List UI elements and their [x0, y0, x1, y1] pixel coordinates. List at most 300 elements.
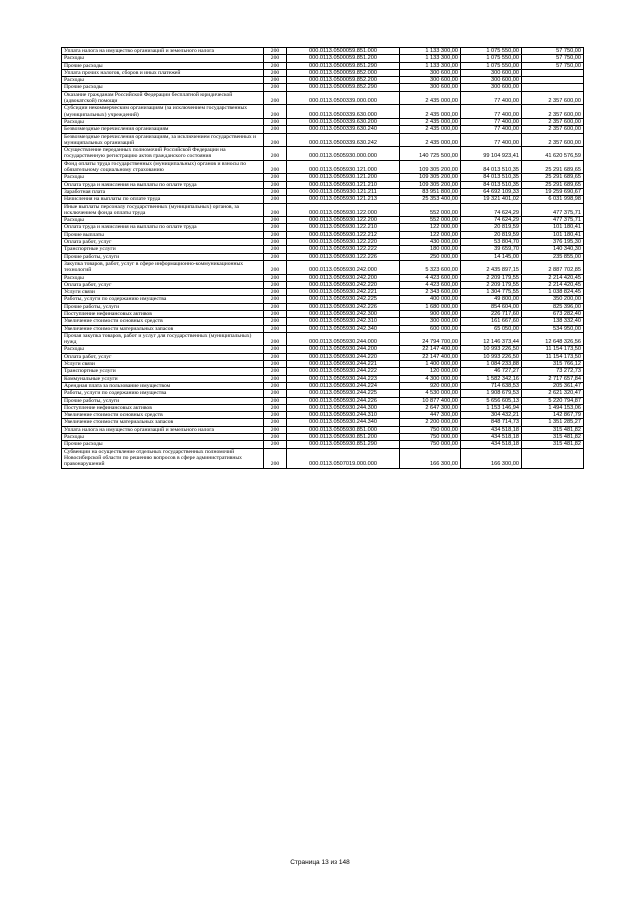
- page-number: Страница 13 из 148: [290, 859, 350, 866]
- row-name: Субсидии некоммерческим организациям (за исключением государственных (муниципальных) учреждений): [62, 105, 264, 119]
- row-code: 200: [264, 91, 287, 105]
- row-executed: 714 638,53: [461, 382, 522, 389]
- row-approved: 83 951 800,00: [400, 188, 461, 195]
- row-approved: 2 647 300,00: [400, 404, 461, 411]
- row-approved: 25 353 400,00: [400, 196, 461, 203]
- row-approved: 300 000,00: [400, 318, 461, 325]
- row-unexecuted: 2 621 320,47: [522, 390, 584, 397]
- row-name: Прочая закупка товаров, работ и услуг для государственных (муниципальных) нужд: [62, 332, 264, 346]
- row-unexecuted: 12 648 326,56: [522, 332, 584, 346]
- row-name: Безвозмездные перечисления организациям: [62, 126, 264, 133]
- row-code: 200: [264, 419, 287, 426]
- row-name: Оплата труда и начисления на выплаты по оплате труда: [62, 181, 264, 188]
- row-code: 200: [264, 375, 287, 382]
- row-unexecuted: 534 950,00: [522, 325, 584, 332]
- table-row: [62, 217, 584, 224]
- row-executed: 1 153 146,94: [461, 404, 522, 411]
- row-unexecuted: 2 887 702,85: [522, 260, 584, 274]
- row-code: 200: [264, 448, 287, 468]
- row-unexecuted: 73 272,73: [522, 368, 584, 375]
- row-unexecuted: 2 357 600,00: [522, 118, 584, 125]
- row-approved: 109 305 200,00: [400, 174, 461, 181]
- row-code: 200: [264, 118, 287, 125]
- row-name: Безвозмездные перечисления организациям, за исключением государственных и муниципальных организаций: [62, 133, 264, 147]
- row-unexecuted: [522, 69, 584, 76]
- row-unexecuted: 315 766,12: [522, 361, 584, 368]
- row-code: 200: [264, 260, 287, 274]
- row-name: Услуги связи: [62, 289, 264, 296]
- row-approved: 300 600,00: [400, 69, 461, 76]
- table-row: [62, 368, 584, 375]
- row-executed: 46 727,27: [461, 368, 522, 375]
- row-name: Закупка товаров, работ, услуг в сфере информационно-коммуникационных технологий: [62, 260, 264, 274]
- row-executed: 77 400,00: [461, 105, 522, 119]
- row-approved: 22 147 400,00: [400, 353, 461, 360]
- row-name: Увеличение стоимости материальных запасов: [62, 419, 264, 426]
- row-code: 200: [264, 188, 287, 195]
- table-row: [62, 133, 584, 147]
- row-name: Коммунальные услуги: [62, 375, 264, 382]
- row-approved: 750 000,00: [400, 434, 461, 441]
- row-name: Субвенции на осуществление отдельных государственных полномочий Новосибирской области по решению вопросов в сфере административных правонарушений: [62, 448, 264, 468]
- row-name: Иные выплаты персоналу государственных (муниципальных) органов, за исключением фонда оплаты труда: [62, 203, 264, 217]
- row-unexecuted: 477 375,71: [522, 217, 584, 224]
- row-kbk: 000.0113.0505930.242.310: [287, 318, 400, 325]
- row-approved: 24 794 700,00: [400, 332, 461, 346]
- row-unexecuted: 2 357 600,00: [522, 105, 584, 119]
- row-code: 200: [264, 246, 287, 253]
- row-name: Увеличение стоимости основных средств: [62, 318, 264, 325]
- row-approved: 109 305 200,00: [400, 160, 461, 174]
- row-approved: 1 680 000,00: [400, 303, 461, 310]
- row-executed: 300 600,00: [461, 84, 522, 91]
- row-name: Прочие работы, услуги: [62, 397, 264, 404]
- row-approved: 122 000,00: [400, 224, 461, 231]
- row-executed: 74 624,29: [461, 203, 522, 217]
- row-approved: 900 000,00: [400, 310, 461, 317]
- row-approved: 120 000,00: [400, 368, 461, 375]
- row-approved: 1 133 300,00: [400, 48, 461, 55]
- table-row: [62, 318, 584, 325]
- table-row: [62, 160, 584, 174]
- row-unexecuted: 315 481,82: [522, 426, 584, 433]
- row-unexecuted: 57 750,00: [522, 48, 584, 55]
- table-body: [62, 48, 584, 469]
- row-kbk: 000.0113.0500059.852.200: [287, 77, 400, 84]
- row-code: 200: [264, 296, 287, 303]
- row-approved: 750 000,00: [400, 441, 461, 448]
- row-code: 200: [264, 412, 287, 419]
- row-code: 200: [264, 368, 287, 375]
- row-executed: 2 209 179,55: [461, 281, 522, 288]
- row-kbk: 000.0113.0505930.242.340: [287, 325, 400, 332]
- row-name: Прочие выплаты: [62, 231, 264, 238]
- row-executed: 166 300,00: [461, 448, 522, 468]
- row-code: 200: [264, 404, 287, 411]
- row-executed: 20 819,59: [461, 224, 522, 231]
- table-row: [62, 231, 584, 238]
- row-unexecuted: 11 154 173,50: [522, 353, 584, 360]
- row-unexecuted: 101 180,41: [522, 231, 584, 238]
- table-row: [62, 62, 584, 69]
- row-name: Расходы: [62, 217, 264, 224]
- row-executed: 1 075 550,00: [461, 62, 522, 69]
- table-row: [62, 196, 584, 203]
- table-row: [62, 91, 584, 105]
- row-kbk: 000.0113.0505930.122.220: [287, 239, 400, 246]
- table-row: [62, 69, 584, 76]
- row-name: Оплата работ, услуг: [62, 353, 264, 360]
- row-approved: 250 000,00: [400, 253, 461, 260]
- row-executed: 434 518,18: [461, 441, 522, 448]
- row-kbk: 000.0113.0505930.851.000: [287, 426, 400, 433]
- row-code: 200: [264, 147, 287, 161]
- row-unexecuted: [522, 77, 584, 84]
- row-unexecuted: 6 031 998,98: [522, 196, 584, 203]
- row-code: 200: [264, 231, 287, 238]
- row-code: 200: [264, 426, 287, 433]
- row-unexecuted: 25 291 689,65: [522, 160, 584, 174]
- row-unexecuted: 1 038 824,45: [522, 289, 584, 296]
- row-unexecuted: 315 481,82: [522, 441, 584, 448]
- row-executed: 161 667,60: [461, 318, 522, 325]
- row-executed: 84 013 510,35: [461, 174, 522, 181]
- row-approved: 552 000,00: [400, 203, 461, 217]
- row-executed: 848 714,73: [461, 419, 522, 426]
- row-code: 200: [264, 62, 287, 69]
- row-kbk: 000.0113.0505930.121.211: [287, 188, 400, 195]
- table-row: [62, 325, 584, 332]
- table-row: [62, 303, 584, 310]
- row-kbk: 000.0113.0505930.242.221: [287, 289, 400, 296]
- row-code: 200: [264, 382, 287, 389]
- row-kbk: 000.0113.0505930.122.210: [287, 224, 400, 231]
- row-name: Расходы: [62, 77, 264, 84]
- row-approved: 1 133 300,00: [400, 62, 461, 69]
- row-code: 200: [264, 105, 287, 119]
- row-name: Транспортные услуги: [62, 368, 264, 375]
- row-kbk: 000.0113.0505930.244.222: [287, 368, 400, 375]
- table-row: [62, 375, 584, 382]
- table-row: [62, 390, 584, 397]
- row-kbk: 000.0113.0505930.122.226: [287, 253, 400, 260]
- table-row: [62, 239, 584, 246]
- table-row: [62, 441, 584, 448]
- row-kbk: 000.0113.0500059.852.290: [287, 84, 400, 91]
- row-kbk: 000.0113.0505930.122.212: [287, 231, 400, 238]
- row-name: Арендная плата за пользование имуществом: [62, 382, 264, 389]
- row-executed: 84 013 510,35: [461, 160, 522, 174]
- row-code: 200: [264, 310, 287, 317]
- table-row: [62, 382, 584, 389]
- row-code: 200: [264, 361, 287, 368]
- table-row: [62, 147, 584, 161]
- row-unexecuted: 2 357 600,00: [522, 133, 584, 147]
- row-approved: 2 200 000,00: [400, 419, 461, 426]
- table-row: [62, 126, 584, 133]
- row-kbk: 000.0113.0505930.244.223: [287, 375, 400, 382]
- row-kbk: 000.0113.0505930.242.000: [287, 260, 400, 274]
- row-approved: 920 000,00: [400, 382, 461, 389]
- row-executed: 77 400,00: [461, 133, 522, 147]
- table-row: [62, 419, 584, 426]
- row-name: Прочие работы, услуги: [62, 303, 264, 310]
- row-executed: 1 075 550,00: [461, 55, 522, 62]
- row-unexecuted: 57 750,00: [522, 55, 584, 62]
- table-row: [62, 353, 584, 360]
- table-row: [62, 260, 584, 274]
- table-row: [62, 48, 584, 55]
- row-name: Фонд оплаты труда государственных (муниципальных) органов и взносы по обязательному социальному страхованию: [62, 160, 264, 174]
- table-row: [62, 361, 584, 368]
- row-executed: 77 400,00: [461, 126, 522, 133]
- row-unexecuted: 2 357 600,00: [522, 91, 584, 105]
- row-executed: 74 624,29: [461, 217, 522, 224]
- row-kbk: 000.0113.0505930.000.000: [287, 147, 400, 161]
- row-name: Увеличение стоимости материальных запасов: [62, 325, 264, 332]
- row-executed: 77 400,00: [461, 91, 522, 105]
- row-name: Услуги связи: [62, 361, 264, 368]
- row-kbk: 000.0113.0505930.244.225: [287, 390, 400, 397]
- row-name: Уплата прочих налогов, сборов и иных платежей: [62, 69, 264, 76]
- row-kbk: 000.0113.0505930.122.200: [287, 217, 400, 224]
- row-kbk: 000.0113.0505930.851.200: [287, 434, 400, 441]
- row-code: 200: [264, 303, 287, 310]
- row-name: Транспортные услуги: [62, 246, 264, 253]
- row-code: 200: [264, 274, 287, 281]
- row-code: 200: [264, 390, 287, 397]
- row-unexecuted: 11 154 173,50: [522, 346, 584, 353]
- row-kbk: 000.0113.0507019.000.000: [287, 448, 400, 468]
- row-name: Работы, услуги по содержанию имущества: [62, 296, 264, 303]
- row-code: 200: [264, 196, 287, 203]
- row-approved: 552 000,00: [400, 217, 461, 224]
- table-row: [62, 426, 584, 433]
- row-approved: 1 400 000,00: [400, 361, 461, 368]
- row-kbk: 000.0113.0500339.630.000: [287, 105, 400, 119]
- row-approved: 1 133 300,00: [400, 55, 461, 62]
- row-approved: 5 323 600,00: [400, 260, 461, 274]
- row-executed: 12 146 373,44: [461, 332, 522, 346]
- row-name: Прочие работы, услуги: [62, 253, 264, 260]
- row-code: 200: [264, 397, 287, 404]
- row-code: 200: [264, 281, 287, 288]
- table-row: [62, 55, 584, 62]
- row-approved: 2 435 000,00: [400, 91, 461, 105]
- row-unexecuted: 5 220 794,87: [522, 397, 584, 404]
- budget-execution-table: [61, 47, 584, 469]
- row-executed: 2 209 179,55: [461, 274, 522, 281]
- table-row: [62, 448, 584, 468]
- row-code: 200: [264, 217, 287, 224]
- row-executed: 10 993 226,50: [461, 346, 522, 353]
- row-name: Заработная плата: [62, 188, 264, 195]
- row-kbk: 000.0113.0505930.244.224: [287, 382, 400, 389]
- row-executed: 14 145,00: [461, 253, 522, 260]
- row-kbk: 000.0113.0500339.630.240: [287, 126, 400, 133]
- row-unexecuted: 1 494 153,06: [522, 404, 584, 411]
- row-name: Оказание гражданам Российской Федерации бесплатной юридической (адвокатской) помощи: [62, 91, 264, 105]
- row-executed: 5 656 605,13: [461, 397, 522, 404]
- table-row: [62, 397, 584, 404]
- row-executed: 39 659,70: [461, 246, 522, 253]
- row-kbk: 000.0113.0505930.242.300: [287, 310, 400, 317]
- row-executed: 19 321 401,02: [461, 196, 522, 203]
- row-name: Осуществление переданных полномочий Российской Федерации на государственную регистрацию актов гражданского состояния: [62, 147, 264, 161]
- row-name: Поступление нефинансовых активов: [62, 404, 264, 411]
- row-kbk: 000.0113.0505930.244.000: [287, 332, 400, 346]
- row-name: Расходы: [62, 55, 264, 62]
- row-name: Расходы: [62, 174, 264, 181]
- row-code: 200: [264, 346, 287, 353]
- row-kbk: 000.0113.0500059.852.000: [287, 69, 400, 76]
- row-code: 200: [264, 84, 287, 91]
- table-row: [62, 289, 584, 296]
- table-row: [62, 203, 584, 217]
- row-kbk: 000.0113.0505930.121.210: [287, 181, 400, 188]
- table-row: [62, 296, 584, 303]
- table-row: [62, 253, 584, 260]
- table-row: [62, 246, 584, 253]
- row-executed: 64 692 109,33: [461, 188, 522, 195]
- row-kbk: 000.0113.0500059.851.000: [287, 48, 400, 55]
- row-name: Увеличение стоимости основных средств: [62, 412, 264, 419]
- row-approved: 140 725 500,00: [400, 147, 461, 161]
- row-unexecuted: 138 332,40: [522, 318, 584, 325]
- row-code: 200: [264, 332, 287, 346]
- row-unexecuted: 19 259 690,67: [522, 188, 584, 195]
- row-code: 200: [264, 48, 287, 55]
- row-approved: 180 000,00: [400, 246, 461, 253]
- row-name: Прочие расходы: [62, 84, 264, 91]
- row-unexecuted: 101 180,41: [522, 224, 584, 231]
- row-code: 200: [264, 160, 287, 174]
- row-approved: 4 530 000,00: [400, 390, 461, 397]
- row-kbk: 000.0113.0505930.122.000: [287, 203, 400, 217]
- row-kbk: 000.0113.0500339.630.242: [287, 133, 400, 147]
- row-name: Расходы: [62, 346, 264, 353]
- row-unexecuted: 2 214 420,45: [522, 281, 584, 288]
- row-executed: 20 819,59: [461, 231, 522, 238]
- row-name: Расходы: [62, 434, 264, 441]
- row-kbk: 000.0113.0505930.121.200: [287, 174, 400, 181]
- row-kbk: 000.0113.0505930.244.226: [287, 397, 400, 404]
- row-kbk: 000.0113.0505930.242.225: [287, 296, 400, 303]
- row-code: 200: [264, 77, 287, 84]
- row-executed: 1 084 233,88: [461, 361, 522, 368]
- row-approved: 430 000,00: [400, 239, 461, 246]
- table-row: [62, 84, 584, 91]
- row-unexecuted: 235 855,00: [522, 253, 584, 260]
- table-row: [62, 181, 584, 188]
- row-executed: 77 400,00: [461, 118, 522, 125]
- row-code: 200: [264, 353, 287, 360]
- row-code: 200: [264, 289, 287, 296]
- row-unexecuted: 1 351 285,27: [522, 419, 584, 426]
- row-code: 200: [264, 441, 287, 448]
- row-executed: 226 717,60: [461, 310, 522, 317]
- row-unexecuted: 315 481,82: [522, 434, 584, 441]
- row-unexecuted: 2 214 420,45: [522, 274, 584, 281]
- row-kbk: 000.0113.0505930.244.200: [287, 346, 400, 353]
- row-approved: 2 435 000,00: [400, 126, 461, 133]
- row-unexecuted: 2 357 600,00: [522, 126, 584, 133]
- row-kbk: 000.0113.0505930.851.290: [287, 441, 400, 448]
- row-executed: 1 304 775,55: [461, 289, 522, 296]
- row-unexecuted: 825 396,00: [522, 303, 584, 310]
- row-approved: 4 423 600,00: [400, 281, 461, 288]
- row-approved: 10 877 400,00: [400, 397, 461, 404]
- table-row: [62, 404, 584, 411]
- row-code: 200: [264, 181, 287, 188]
- row-unexecuted: 350 200,00: [522, 296, 584, 303]
- row-code: 200: [264, 318, 287, 325]
- row-name: Расходы: [62, 118, 264, 125]
- table-row: [62, 412, 584, 419]
- row-executed: 434 518,18: [461, 426, 522, 433]
- row-name: Прочие расходы: [62, 62, 264, 69]
- row-kbk: 000.0113.0505930.244.340: [287, 419, 400, 426]
- row-approved: 2 343 600,00: [400, 289, 461, 296]
- row-unexecuted: 205 361,47: [522, 382, 584, 389]
- row-executed: 1 075 550,00: [461, 48, 522, 55]
- row-unexecuted: [522, 84, 584, 91]
- row-unexecuted: 2 717 657,84: [522, 375, 584, 382]
- row-kbk: 000.0113.0505930.242.220: [287, 281, 400, 288]
- row-kbk: 000.0113.0500339.630.200: [287, 118, 400, 125]
- row-kbk: 000.0113.0505930.244.300: [287, 404, 400, 411]
- row-code: 200: [264, 203, 287, 217]
- row-unexecuted: 477 375,71: [522, 203, 584, 217]
- row-approved: 600 000,00: [400, 325, 461, 332]
- row-unexecuted: 142 867,79: [522, 412, 584, 419]
- row-name: Оплата работ, услуг: [62, 281, 264, 288]
- table-row: [62, 310, 584, 317]
- row-kbk: 000.0113.0505930.122.222: [287, 246, 400, 253]
- row-executed: 304 432,21: [461, 412, 522, 419]
- row-approved: 2 435 000,00: [400, 118, 461, 125]
- row-executed: 53 804,70: [461, 239, 522, 246]
- row-name: Уплата налога на имущество организаций и земельного налога: [62, 426, 264, 433]
- row-executed: 2 435 897,15: [461, 260, 522, 274]
- row-executed: 84 013 510,35: [461, 181, 522, 188]
- row-kbk: 000.0113.0505930.244.221: [287, 361, 400, 368]
- table-row: [62, 224, 584, 231]
- row-executed: 1 908 679,53: [461, 390, 522, 397]
- row-unexecuted: 25 291 689,65: [522, 181, 584, 188]
- row-kbk: 000.0113.0505930.121.000: [287, 160, 400, 174]
- row-code: 200: [264, 253, 287, 260]
- row-approved: 166 300,00: [400, 448, 461, 468]
- row-code: 200: [264, 126, 287, 133]
- row-unexecuted: 140 340,30: [522, 246, 584, 253]
- row-name: Уплата налога на имущество организаций и земельного налога: [62, 48, 264, 55]
- table-row: [62, 188, 584, 195]
- row-kbk: 000.0113.0505930.244.310: [287, 412, 400, 419]
- row-unexecuted: 25 291 689,65: [522, 174, 584, 181]
- row-code: 200: [264, 224, 287, 231]
- row-kbk: 000.0113.0505930.242.200: [287, 274, 400, 281]
- row-approved: 22 147 400,00: [400, 346, 461, 353]
- row-approved: 4 300 000,00: [400, 375, 461, 382]
- row-approved: 4 423 600,00: [400, 274, 461, 281]
- table-row: [62, 274, 584, 281]
- row-approved: 447 300,00: [400, 412, 461, 419]
- row-name: Поступление нефинансовых активов: [62, 310, 264, 317]
- table-row: [62, 174, 584, 181]
- row-approved: 122 000,00: [400, 231, 461, 238]
- row-name: Оплата работ, услуг: [62, 239, 264, 246]
